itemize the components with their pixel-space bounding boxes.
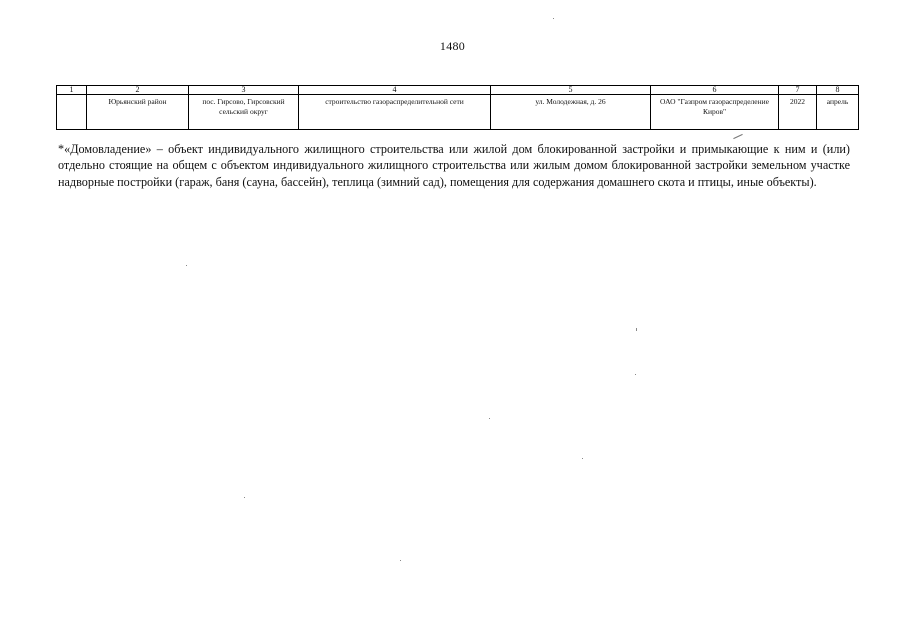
column-header: 3	[189, 86, 299, 95]
scan-speck	[244, 497, 245, 498]
scan-speck	[635, 374, 636, 375]
column-header: 7	[779, 86, 817, 95]
scan-speck	[186, 265, 187, 266]
table-row	[57, 95, 859, 130]
scan-speck	[400, 560, 401, 561]
scan-speck	[489, 418, 490, 419]
column-header: 5	[491, 86, 651, 95]
scan-speck	[582, 458, 583, 459]
table-cell-year: 2022	[779, 95, 817, 130]
footnote: *«Домовладение» – объект индивидуального жилищного строительства или жилой дом блокированной застройки и примыкающие к ним и (или) отдельно стоящие на общем с объектом индивидуального жилищного строительства или жилым домом блокированной застройки земельном участке надворные постройки (гараж, баня (сауна, бассейн), теплица (зимний сад), помещения для содержания домашнего скота и птицы, иные объекты).	[58, 142, 850, 189]
table-cell-address: ул. Молодежная, д. 26	[491, 95, 651, 130]
scan-speck	[636, 328, 637, 331]
scan-speck	[553, 18, 554, 19]
table-cell-district: Юрьянский район	[87, 95, 189, 130]
table-cell-number	[57, 95, 87, 130]
table-cell-organization: ОАО "Газпром газораспределение Киров"	[651, 95, 779, 130]
table-cell-month: апрель	[817, 95, 859, 130]
column-header: 4	[299, 86, 491, 95]
table-cell-work-type: строительство газораспределительной сети	[299, 95, 491, 130]
table-header-row	[57, 86, 859, 95]
table-cell-settlement: пос. Гирсово, Гирсовский сельский округ	[189, 95, 299, 130]
scan-mark	[733, 134, 742, 139]
column-header: 8	[817, 86, 859, 95]
column-header: 6	[651, 86, 779, 95]
column-header: 1	[57, 86, 87, 95]
page-number: 1480	[439, 39, 466, 53]
column-header: 2	[87, 86, 189, 95]
register-table	[56, 85, 859, 130]
